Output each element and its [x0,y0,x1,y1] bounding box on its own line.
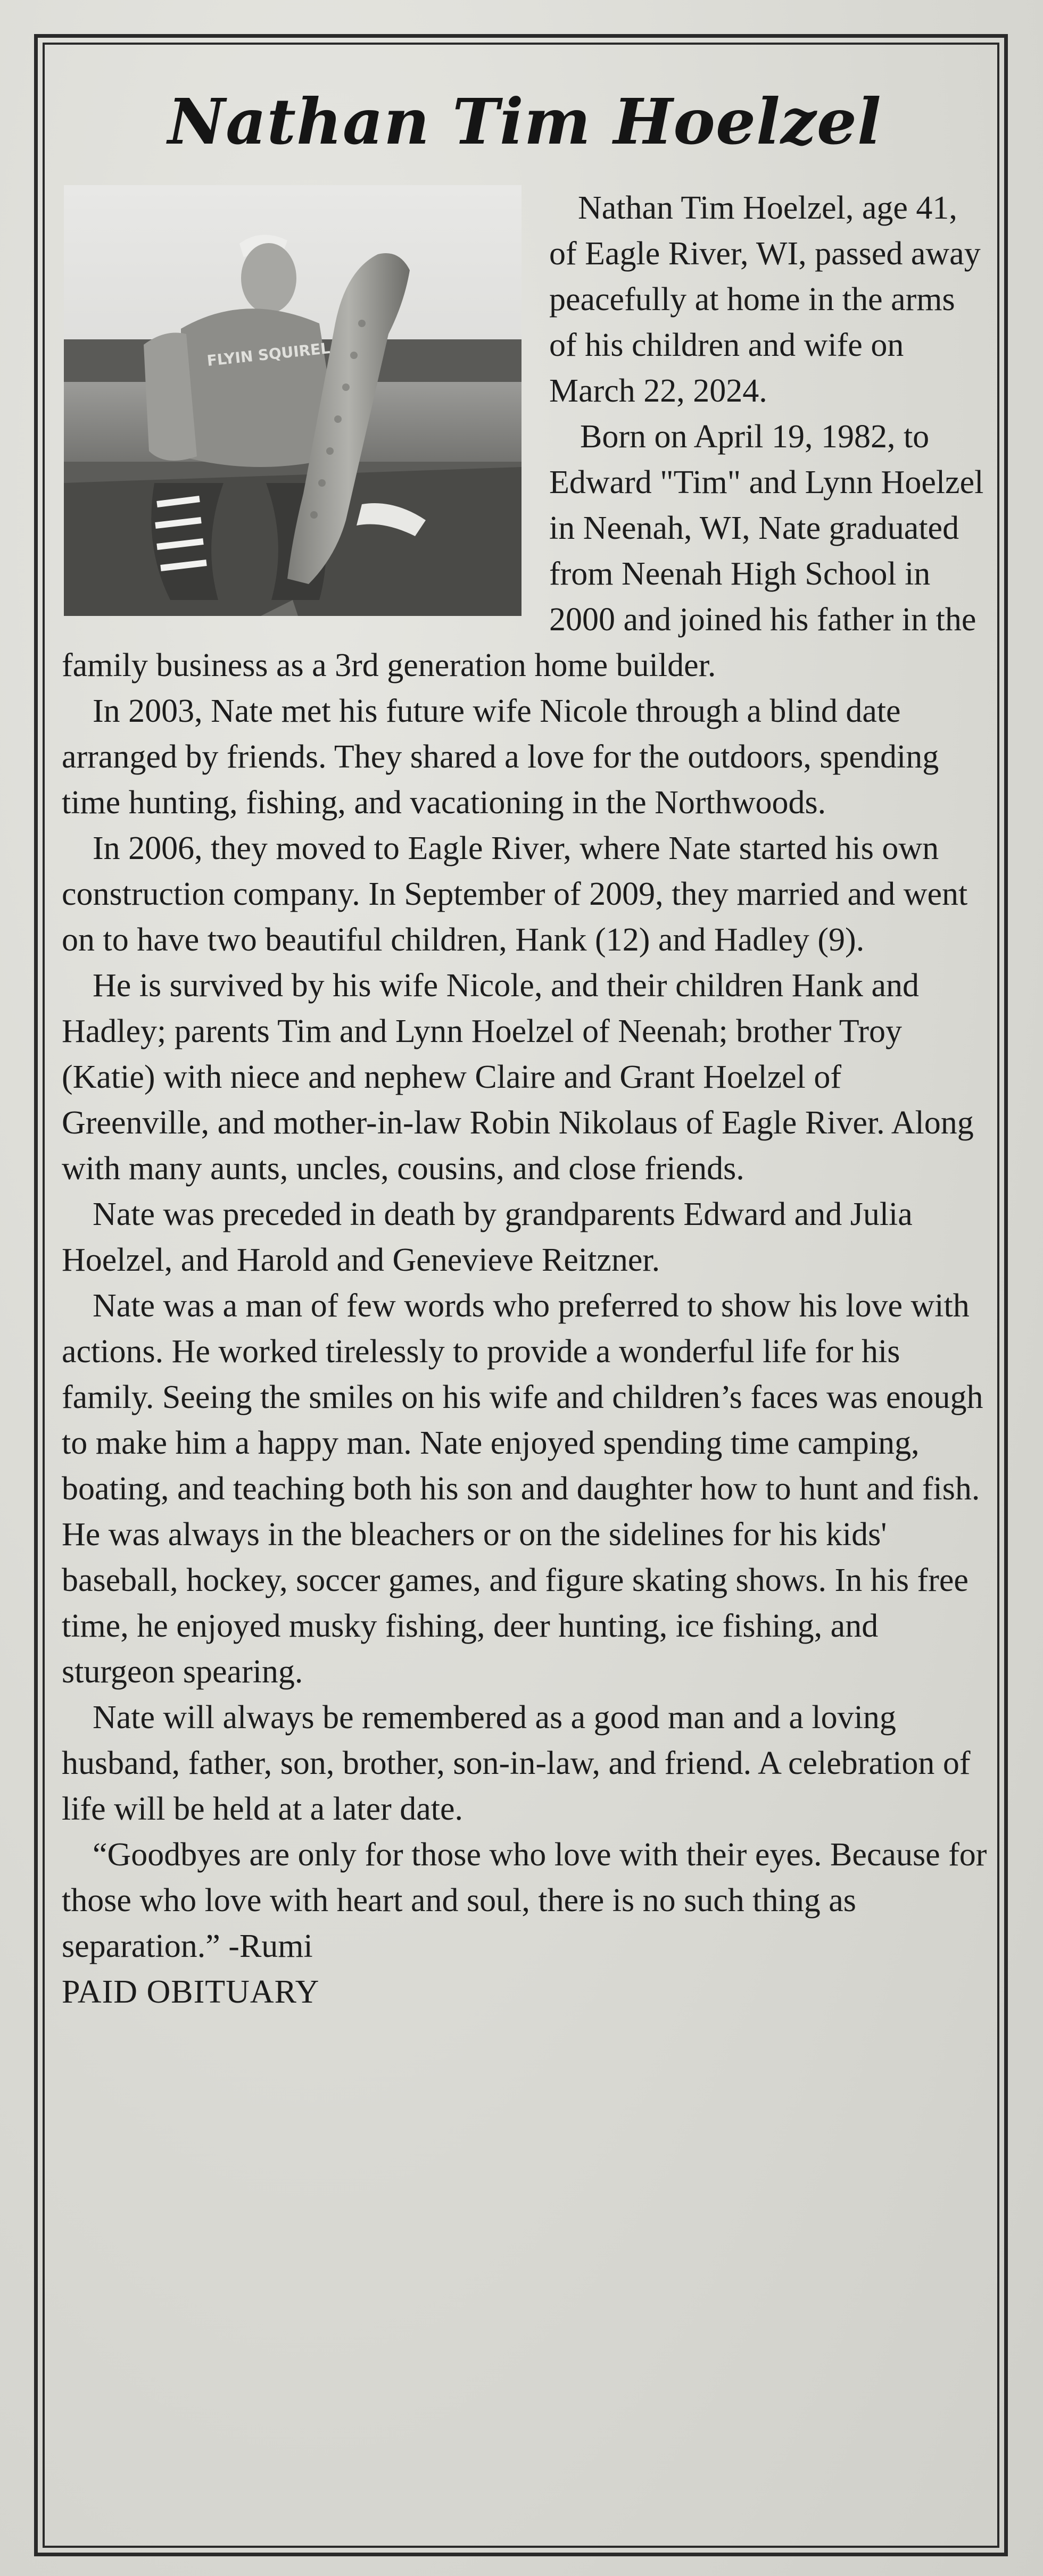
paragraph-marriage-meeting: In 2003, Nate met his future wife Nicole through a blind date arranged by friends. They shared a love for the outdoors, spending time hunting, fishing, and vacationing in the Northwoods. [62,693,939,821]
obituary-name-heading: Nathan Tim Hoelzel [168,85,882,159]
paragraph-survived-by: He is survived by his wife Nicole, and their children Hank and Hadley; parents Tim and Lynn Hoelzel of Neenah; brother Troy (Katie) with niece and nephew Claire and Grant Hoelzel of Greenville, and mother-in-law Robin Nikolaus of Eagle River. Along with many aunts, uncles, cousins, and close friends. [62,968,974,1187]
paragraph-intro: Nathan Tim Hoelzel, age 41, of Eagle River, WI, passed away peacefully at home in the arms of his children and wife on March 22, 2024. [549,190,981,409]
paragraph-preceded-by: Nate was preceded in death by grandparents Edward and Julia Hoelzel, and Harold and Genevieve Reitzner. [62,1196,913,1278]
obituary-body [62,185,988,2015]
paragraph-quote: “Goodbyes are only for those who love with their eyes. Because for those who love with heart and soul, there is no such thing as separation.” -Rumi [62,1837,987,1964]
paragraph-birth: Born on April 19, 1982, to Edward "Tim" and Lynn Hoelzel in Neenah, WI, Nate graduated from Neenah High School in 2000 and joined his father in the family business as a 3rd generation home builder. [62,419,984,683]
paragraph-eagle-river: In 2006, they moved to Eagle River, where Nate started his own construction company. In September of 2009, they married and went on to have two beautiful children, Hank (12) and Hadley (9). [62,830,968,958]
paragraph-remembered: Nate will always be remembered as a good man and a loving husband, father, son, brother, son-in-law, and friend. A celebration of life will be held at a later date. [62,1699,971,1827]
shirt-logo: FLYIN SQUIREL [206,339,331,370]
photo-image [64,185,522,616]
obituary-column [62,69,988,2015]
paid-obituary-label: PAID OBITUARY [62,1974,320,2010]
obituary-photo [64,185,522,616]
paragraph-character: Nate was a man of few words who preferred to show his love with actions. He worked tirelessly to provide a wonderful life for his family. Seeing the smiles on his wife and children’s faces was enough to make him a happy man. Nate enjoyed spending time camping, boating, and teaching both his son and daughter how to hunt and fish. He was always in the bleachers or on the sidelines for his kids' baseball, hockey, soccer games, and figure skating shows. In his free time, he enjoyed musky fishing, deer hunting, ice fishing, and sturgeon spearing. [62,1288,983,1690]
